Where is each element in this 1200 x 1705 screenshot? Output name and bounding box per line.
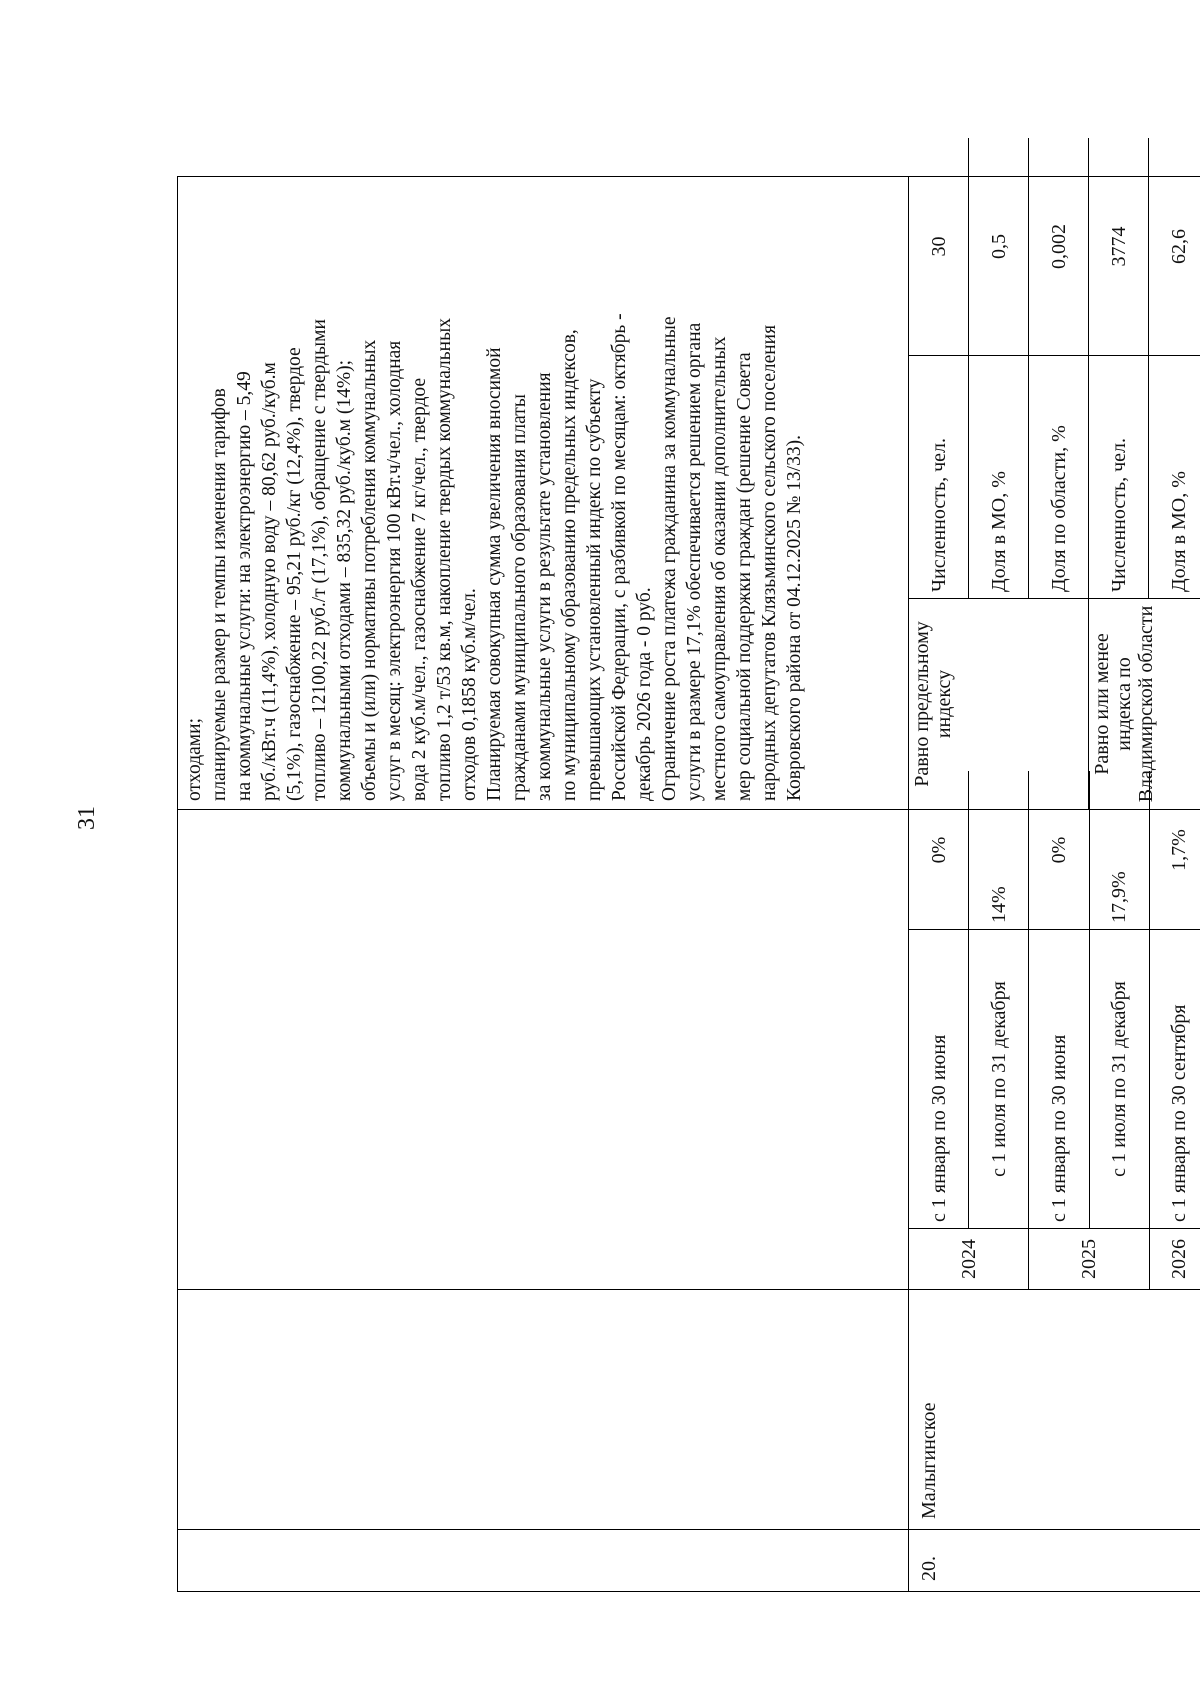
period-year: 2026 (1149, 1229, 1200, 1290)
period-growth: 0% (909, 771, 969, 930)
description-text: отходами; планируемые размер и темпы изменения тарифов на коммунальные услуги: на электроэнергию – 5,49 руб./кВт.ч (11,4%), холодную воду – 80,62 руб./куб.м (5,1%), газоснабжение – 95,21 руб./кг (12,4%), твердое топливо – 12100,22 руб./т (17,1%), обращение с твердыми коммунальными отходами – 835,32 руб./куб.м (14%); объемы и (или) нормативы потребления коммунальных услуг в месяц: электроэнергия 100 кВт.ч/чел., холодная вода 2 куб.м/чел., газоснабжение 7 кг/чел., твердое топливо 1,2 т/53 кв.м, накопление твердых коммунальных отходов 0,1858 куб.м/чел. Планируемая совокупная сумма увеличения вносимой гражданами муниципального образования платы за коммунальные услуги в результате установления по муниципальному образованию предельных индексов, превышающих установленный индекс по субъекту Российской Федерации, с разбивкой по месяцам: октябрь - декабрь 2026 года - 0 руб. Ограничение роста платежа гражданина за коммунальные услуги в размере 17,1% обеспечивается решением органа местного самоуправления об оказании дополнительных мер социальной поддержки граждан (решение Совета народных депутатов Клязьминского сельского поселения Ковровского района от 04.12.2025 № 13/33). (184, 313, 805, 801)
period-range: с 1 июля по 31 декабря (1089, 930, 1149, 1229)
page-number: 31 (74, 806, 100, 830)
indicator-value: 62,6 (1149, 138, 1200, 356)
period-growth: 0% (1029, 771, 1089, 930)
period-row (909, 771, 969, 1289)
cell-empty-name (178, 1290, 909, 1530)
indicator-group-label: Равно предельному индексу (909, 598, 1089, 809)
cell-empty-number (178, 1530, 909, 1592)
period-range: с 1 июля по 31 декабря (969, 930, 1029, 1229)
indicator-name: Численность, чел. (909, 355, 969, 598)
period-year: 2025 (1029, 1229, 1149, 1290)
period-range: с 1 января по 30 июня (1029, 930, 1089, 1229)
indicator-row (909, 138, 969, 809)
period-range: с 1 января по 30 сентября (1149, 930, 1200, 1229)
period-row (1089, 771, 1149, 1289)
period-year: 2024 (909, 1229, 1029, 1290)
main-table (177, 176, 1200, 1592)
indicator-name: Доля по области, % (1029, 355, 1089, 598)
table-row-settlement (909, 176, 1200, 1591)
period-growth: 1,7% (1149, 771, 1200, 930)
indicator-value: 3774 (1089, 138, 1149, 356)
indicator-row (1089, 138, 1149, 809)
period-growth: 14% (969, 771, 1029, 930)
indicator-name: Численность, чел. (1089, 355, 1149, 598)
period-range: с 1 января по 30 июня (909, 930, 969, 1229)
indicator-value: 30 (909, 138, 969, 356)
indicator-value: 0,002 (1029, 138, 1089, 356)
indicators-subtable (909, 138, 1200, 809)
periods-subtable (909, 771, 1200, 1289)
period-row (1029, 771, 1089, 1289)
indicator-name: Доля в МО, % (969, 355, 1029, 598)
indicator-group-label: Равно или менее индекса по Владимирской области (1089, 598, 1200, 809)
periods-cell (909, 809, 1200, 1289)
period-growth: 17,9% (1089, 771, 1149, 930)
period-row (969, 771, 1029, 1289)
cell-empty-periods (178, 809, 909, 1289)
settlement-name: Малыгинское (909, 1290, 1200, 1530)
rotated-table-page (177, 177, 1200, 1592)
indicators-cell (909, 176, 1200, 809)
table-row-continuation (178, 176, 909, 1591)
indicator-name: Доля в МО, % (1149, 355, 1200, 598)
row-number: 20. (909, 1530, 1200, 1592)
indicator-value: 0,5 (969, 138, 1029, 356)
period-row (1149, 771, 1200, 1289)
description-cell (178, 176, 909, 809)
